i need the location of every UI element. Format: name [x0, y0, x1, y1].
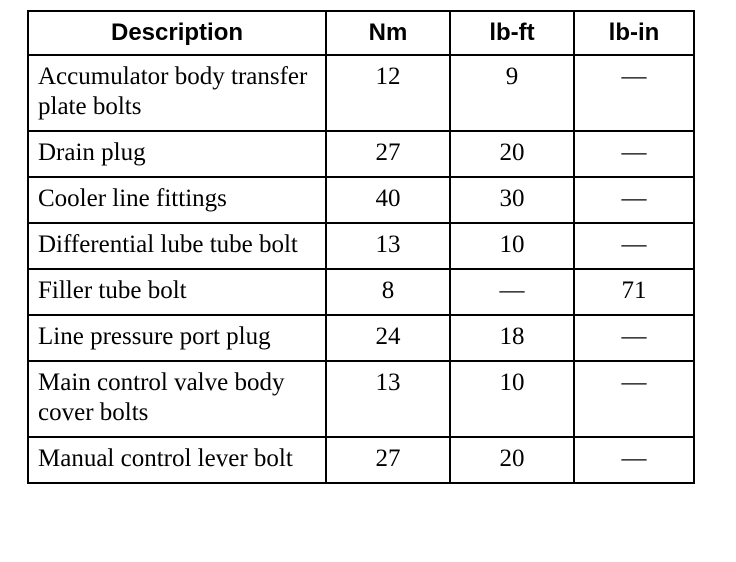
cell-description: Differential lube tube bolt: [28, 223, 326, 269]
table-row: [28, 315, 694, 361]
table-row: [28, 361, 694, 437]
cell-nm: 27: [326, 437, 450, 483]
cell-lb-ft: —: [450, 269, 574, 315]
header-lb-in: lb-in: [574, 11, 694, 55]
cell-lb-in: —: [574, 361, 694, 437]
table-row: [28, 131, 694, 177]
header-description: Description: [28, 11, 326, 55]
table-row: [28, 55, 694, 131]
table-row: [28, 223, 694, 269]
cell-description: Cooler line fittings: [28, 177, 326, 223]
table-row: [28, 269, 694, 315]
cell-lb-in: —: [574, 55, 694, 131]
cell-lb-in: —: [574, 437, 694, 483]
table-row: [28, 437, 694, 483]
cell-lb-in: —: [574, 315, 694, 361]
cell-description: Accumulator body transfer plate bolts: [28, 55, 326, 131]
cell-lb-ft: 10: [450, 223, 574, 269]
cell-lb-in: 71: [574, 269, 694, 315]
torque-specifications-table: [27, 10, 695, 484]
cell-description: Drain plug: [28, 131, 326, 177]
cell-nm: 13: [326, 361, 450, 437]
header-row: [28, 11, 694, 55]
cell-nm: 13: [326, 223, 450, 269]
cell-nm: 12: [326, 55, 450, 131]
cell-lb-in: —: [574, 131, 694, 177]
cell-lb-ft: 20: [450, 131, 574, 177]
cell-lb-ft: 18: [450, 315, 574, 361]
cell-nm: 24: [326, 315, 450, 361]
cell-nm: 27: [326, 131, 450, 177]
cell-lb-ft: 20: [450, 437, 574, 483]
cell-nm: 8: [326, 269, 450, 315]
cell-lb-in: —: [574, 223, 694, 269]
cell-nm: 40: [326, 177, 450, 223]
cell-lb-ft: 30: [450, 177, 574, 223]
cell-lb-ft: 9: [450, 55, 574, 131]
cell-description: Filler tube bolt: [28, 269, 326, 315]
cell-lb-ft: 10: [450, 361, 574, 437]
cell-description: Main control valve body cover bolts: [28, 361, 326, 437]
table-row: [28, 177, 694, 223]
cell-description: Manual control lever bolt: [28, 437, 326, 483]
header-nm: Nm: [326, 11, 450, 55]
cell-description: Line pressure port plug: [28, 315, 326, 361]
cell-lb-in: —: [574, 177, 694, 223]
header-lb-ft: lb-ft: [450, 11, 574, 55]
